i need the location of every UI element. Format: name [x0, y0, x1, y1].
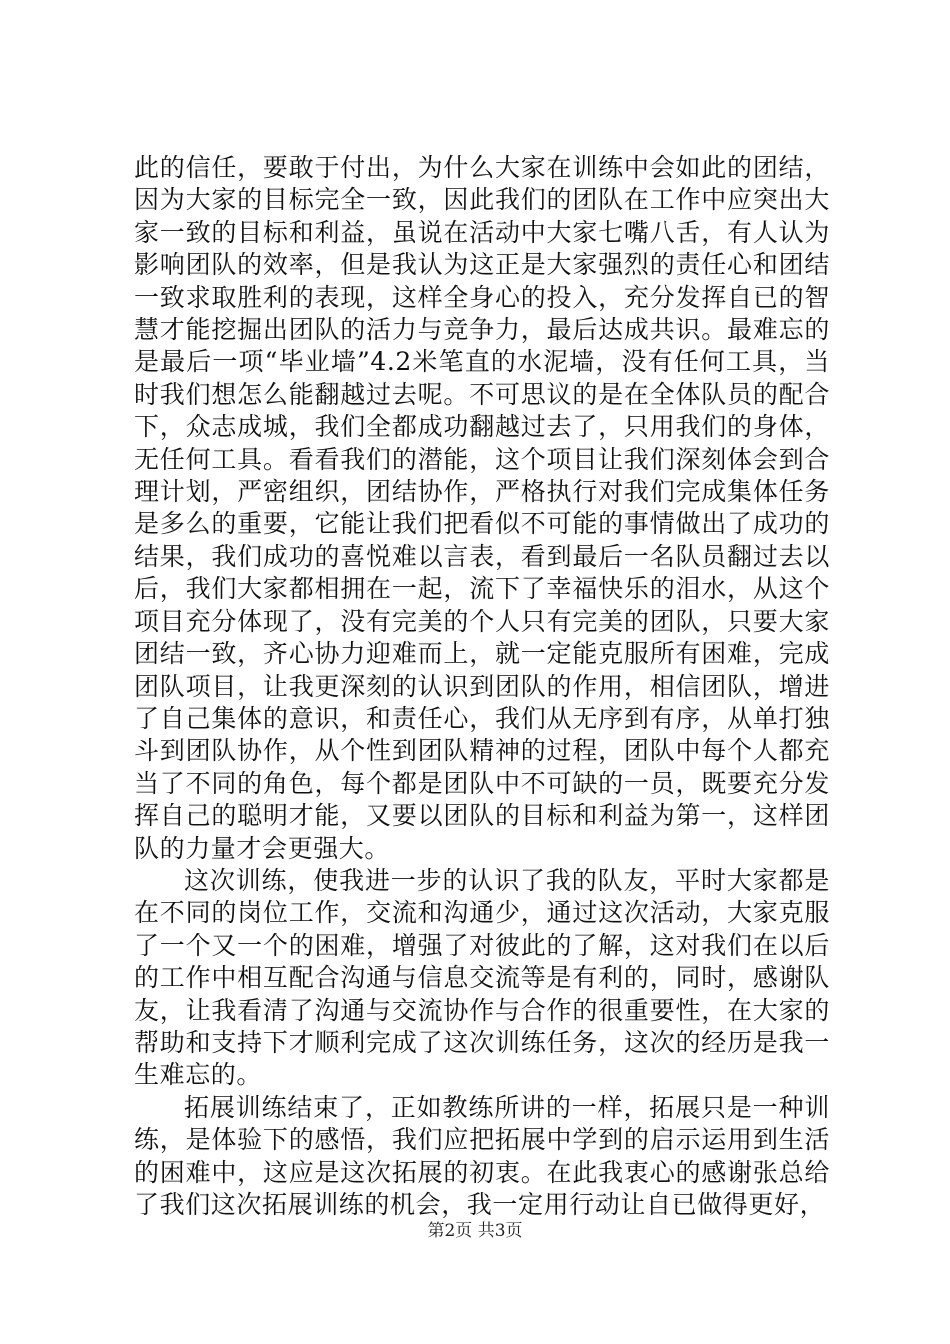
paragraph-teammates: 这次训练，使我进一步的认识了我的队友，平时大家都是在不同的岗位工作，交流和沟通少，通过这次活动，大家克服了一个又一个的困难，增强了对彼此的了解，这对我们在以后的工作中相互配合沟通与信息交流等是有利的，同时，感谢队友，让我看清了沟通与交流协作与合作的很重要性，在大家的帮助和支持下才顺利完成了这次训练任务，这次的经历是我一生难忘的。: [134, 865, 830, 1090]
paragraph-continuation: 此的信任，要敢于付出，为什么大家在训练中会如此的团结，因为大家的目标完全一致，因此我们的团队在工作中应突出大家一致的目标和利益，虽说在活动中大家七嘴八舌，有人认为影响团队的效率，但是我认为这正是大家强烈的责任心和团结一致求取胜利的表现，这样全身心的投入，充分发挥自已的智慧才能挖掘出团队的活力与竞争力，最后达成共识。最难忘的是最后一项“毕业墙”4.2米笔直的水泥墙，没有任何工具，当时我们想怎么能翻越过去呢。不可思议的是在全体队员的配合下，众志成城，我们全都成功翻越过去了，只用我们的身体，无任何工具。看看我们的潜能，这个项目让我们深刻体会到合理计划，严密组织，团结协作，严格执行对我们完成集体任务是多么的重要，它能让我们把看似不可能的事情做出了成功的结果，我们成功的喜悦难以言表，看到最后一名队员翻过去以后，我们大家都相拥在一起，流下了幸福快乐的泪水，从这个项目充分体现了，没有完美的个人只有完美的团队，只要大家团结一致，齐心协力迎难而上，就一定能克服所有困难，完成团队项目，让我更深刻的认识到团队的作用，相信团队，增进了自己集体的意识，和责任心，我们从无序到有序，从单打独斗到团队协作，从个性到团队精神的过程，团队中每个人都充当了不同的角色，每个都是团队中不可缺的一员，既要充分发挥自己的聪明才能，又要以团队的目标和利益为第一，这样团队的力量才会更强大。: [134, 153, 830, 863]
paragraph-conclusion: 拓展训练结束了，正如教练所讲的一样，拓展只是一种训练，是体验下的感悟，我们应把拓展中学到的启示运用到生活的困难中，这应是这次拓展的初衷。在此我衷心的感谢张总给了我们这次拓展训练的机会，我一定用行动让自已做得更好，: [134, 1092, 830, 1219]
document-body: [134, 152, 830, 1221]
page-footer: 第2页 共3页: [427, 1221, 523, 1241]
